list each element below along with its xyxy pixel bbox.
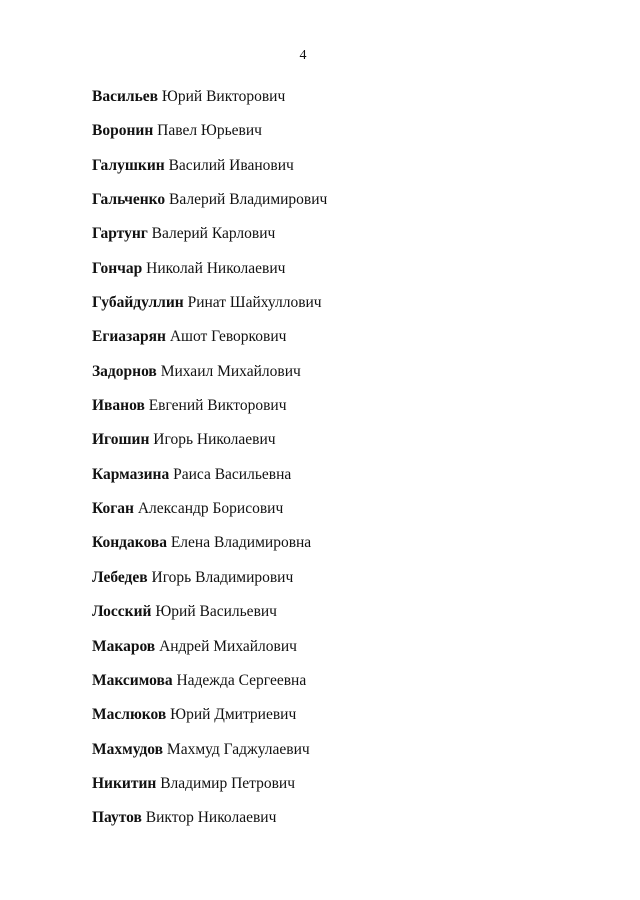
given-names: Валерий Владимирович (169, 191, 328, 209)
surname: Егиазарян (92, 328, 166, 346)
given-names: Надежда Сергеевна (176, 671, 307, 689)
surname: Паутов (92, 809, 142, 827)
surname: Лосский (92, 603, 152, 621)
list-item (92, 531, 327, 565)
surname: Воронин (92, 122, 154, 140)
given-names: Виктор Николаевич (145, 809, 277, 827)
given-names: Андрей Михайлович (159, 637, 297, 655)
surname: Максимова (92, 671, 173, 689)
surname: Задорнов (92, 362, 157, 380)
surname: Коган (92, 500, 134, 518)
given-names: Владимир Петрович (160, 774, 296, 792)
given-names: Александр Борисович (137, 500, 284, 518)
list-item (92, 257, 327, 291)
given-names: Василий Иванович (168, 156, 294, 174)
surname: Галушкин (92, 156, 165, 174)
given-names: Юрий Васильевич (155, 603, 277, 621)
surname: Маслюков (92, 706, 167, 724)
surname: Лебедев (92, 568, 148, 586)
name-list (92, 85, 327, 841)
list-item (92, 119, 327, 153)
list-item (92, 154, 327, 188)
list-item (92, 85, 327, 119)
given-names: Игорь Николаевич (153, 431, 276, 449)
given-names: Раиса Васильевна (173, 465, 292, 483)
given-names: Николай Николаевич (146, 259, 286, 277)
surname: Кондакова (92, 534, 167, 552)
surname: Васильев (92, 88, 159, 105)
list-item (92, 738, 327, 772)
given-names: Ашот Геворкович (169, 328, 287, 346)
surname: Никитин (92, 774, 157, 792)
given-names: Валерий Карлович (151, 225, 276, 243)
surname: Гончар (92, 259, 143, 277)
surname: Кармазина (92, 465, 170, 483)
list-item (92, 394, 327, 428)
given-names: Елена Владимировна (170, 534, 312, 552)
list-item (92, 703, 327, 737)
surname: Макаров (92, 637, 156, 655)
given-names: Павел Юрьевич (157, 122, 262, 140)
surname: Гальченко (92, 191, 166, 209)
list-item (92, 566, 327, 600)
list-item (92, 635, 327, 669)
list-item (92, 325, 327, 359)
list-item (92, 497, 327, 531)
surname: Губайдуллин (92, 294, 184, 312)
surname: Иванов (92, 397, 145, 415)
list-item (92, 463, 327, 497)
list-item (92, 188, 327, 222)
list-item (92, 428, 327, 462)
given-names: Михаил Михайлович (160, 362, 301, 380)
given-names: Евгений Викторович (148, 397, 287, 415)
given-names: Ринат Шайхуллович (187, 294, 322, 312)
given-names: Юрий Дмитриевич (170, 706, 297, 724)
given-names: Игорь Владимирович (151, 568, 294, 586)
surname: Игошин (92, 431, 150, 449)
list-item (92, 772, 327, 806)
page-number: 4 (299, 48, 307, 63)
list-item (92, 806, 327, 840)
surname: Махмудов (92, 740, 164, 758)
given-names: Махмуд Гаджулаевич (166, 740, 310, 758)
list-item (92, 360, 327, 394)
list-item (92, 669, 327, 703)
given-names: Юрий Викторович (161, 88, 286, 105)
surname: Гартунг (92, 225, 148, 243)
list-item (92, 600, 327, 634)
list-item (92, 291, 327, 325)
list-item (92, 222, 327, 256)
